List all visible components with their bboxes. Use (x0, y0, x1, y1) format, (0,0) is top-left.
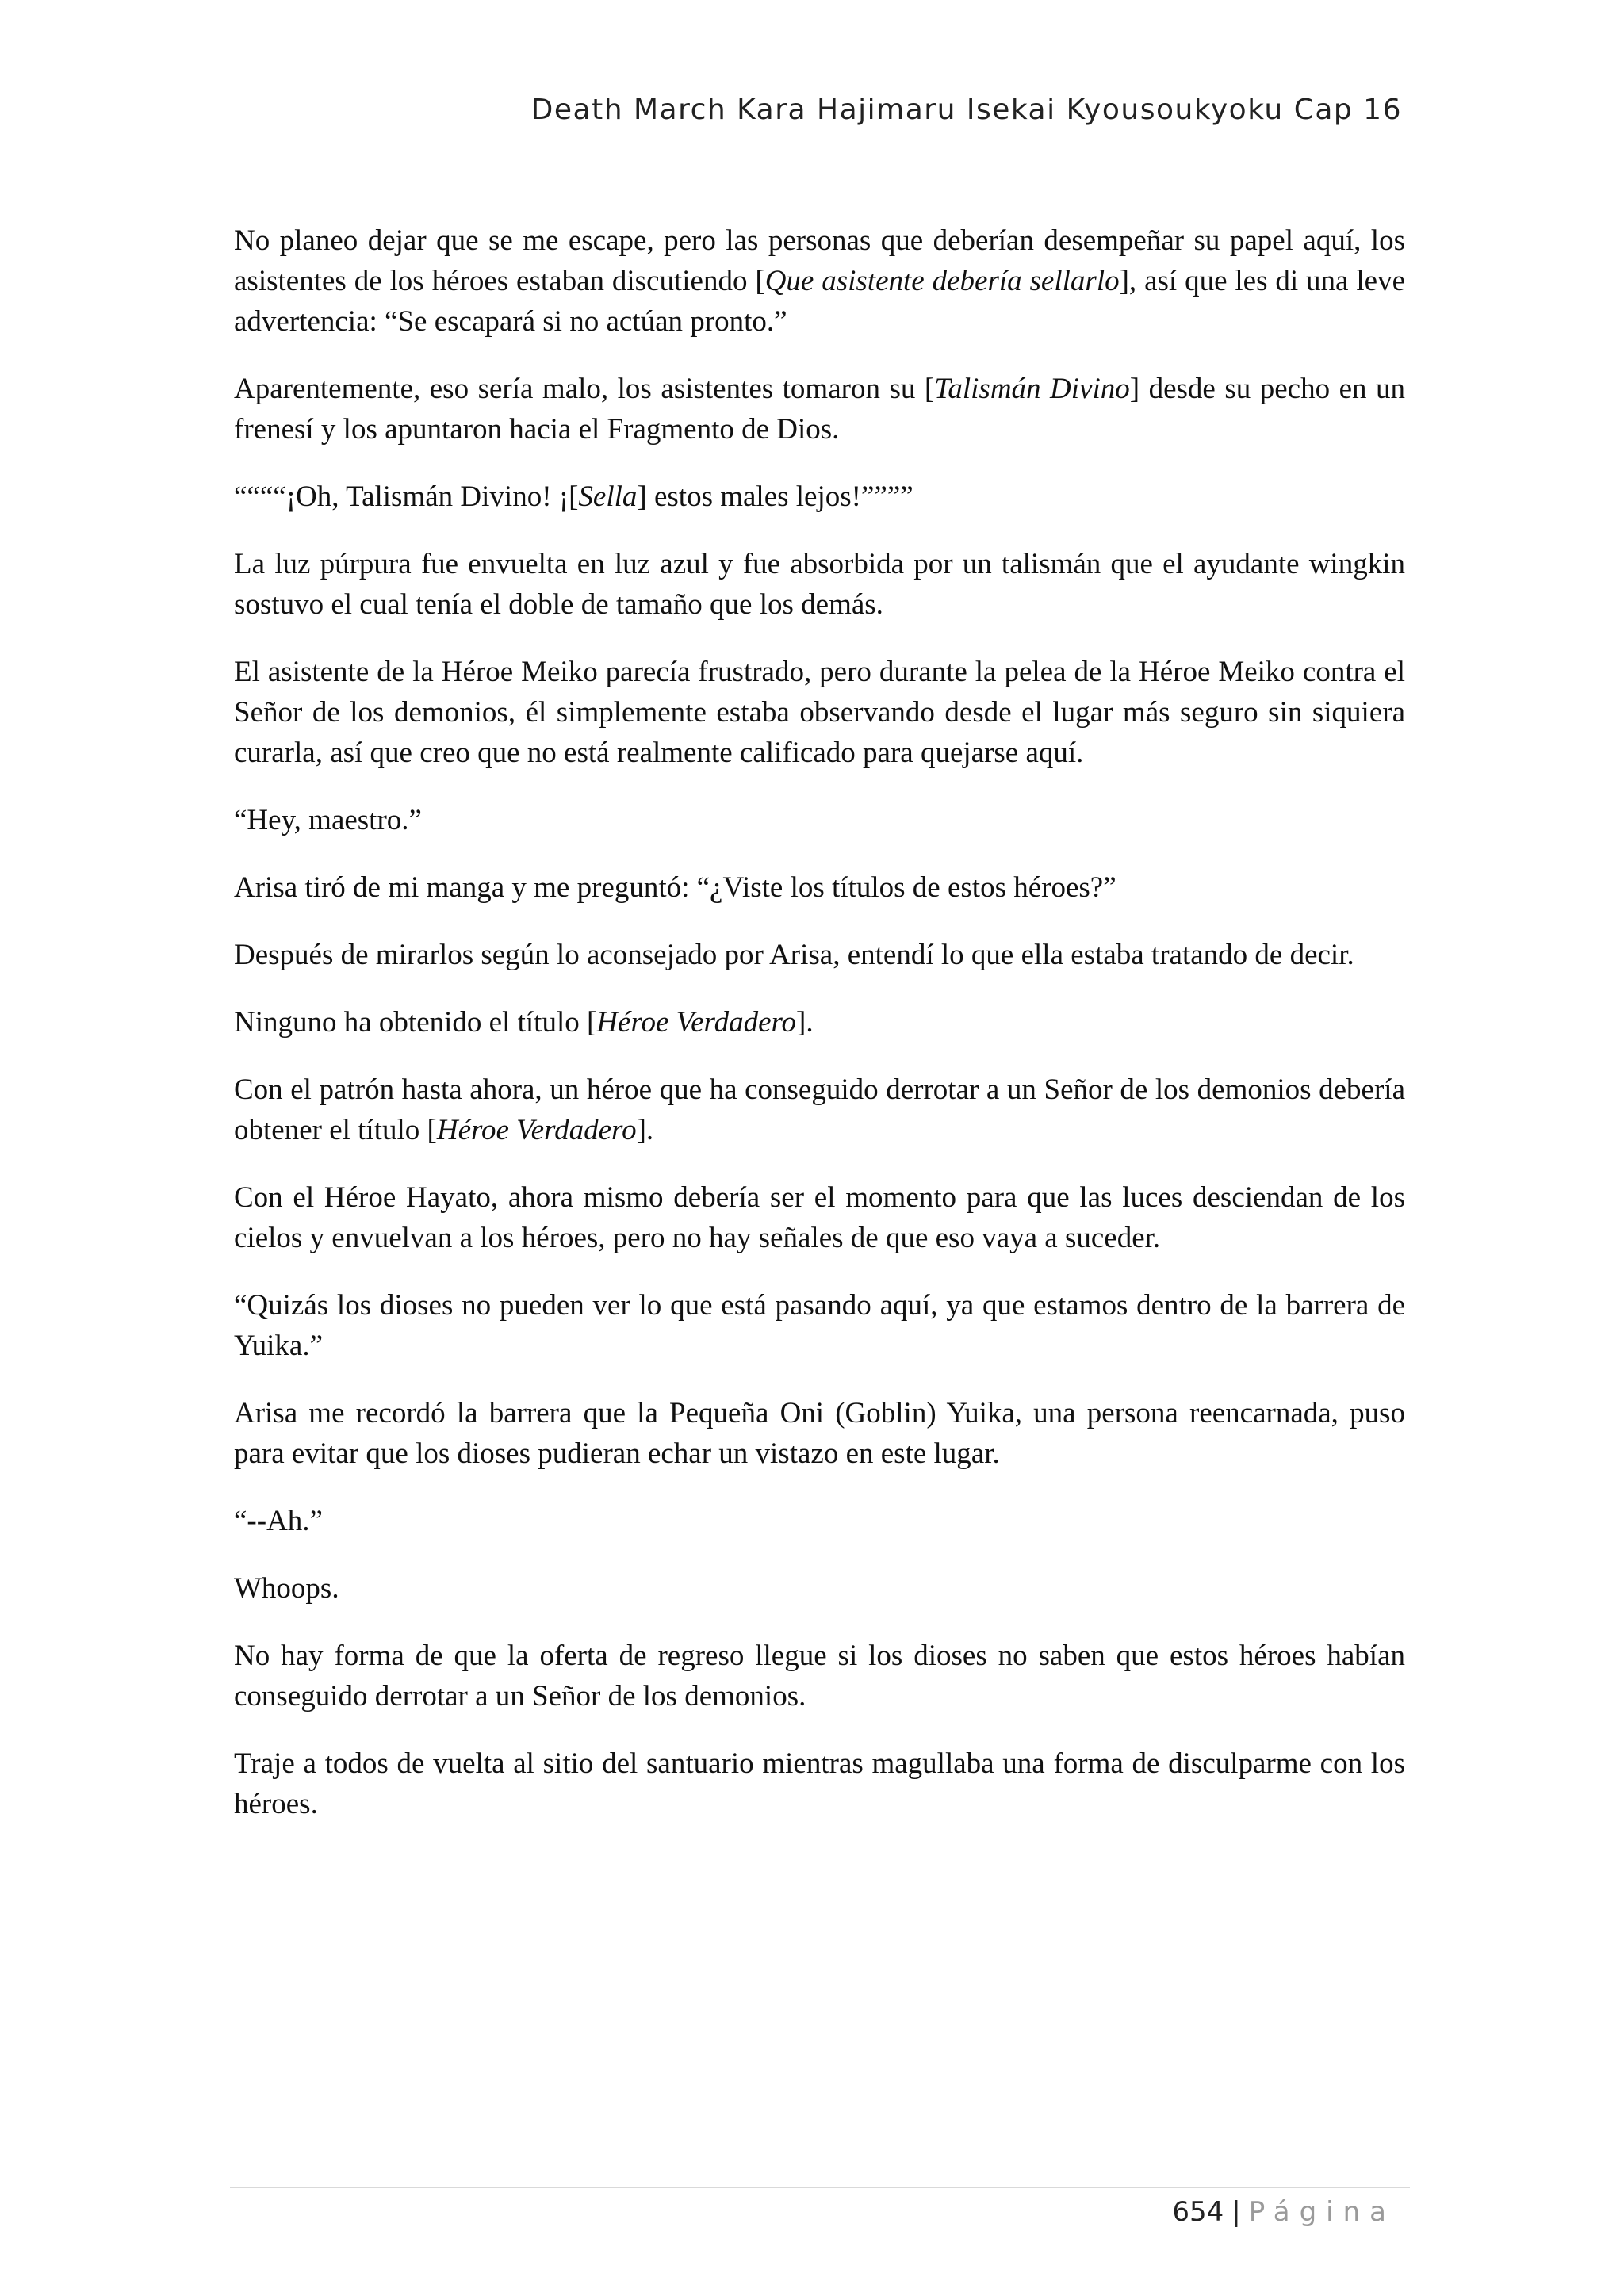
chapter-body (234, 220, 1405, 1851)
paragraph-text: Aparentemente, eso sería malo, los asistentes tomaron su [ (234, 373, 935, 405)
italic-term: Héroe Verdadero (436, 1114, 637, 1146)
italic-term: Sella (578, 480, 638, 513)
paragraph-text: ] estos males lejos!”””” (637, 480, 914, 513)
page-header-title: Death March Kara Hajimaru Isekai Kyousoukyoku Cap 16 (530, 94, 1402, 126)
paragraph-text: Traje a todos de vuelta al sitio del santuario mientras magullaba una forma de disculparme con los héroes. (234, 1747, 1405, 1820)
paragraph (234, 1743, 1405, 1824)
paragraph-text: ] desde su pecho en un frenesí y los apuntaron hacia el Fragmento de Dios. (234, 373, 1406, 446)
paragraph-text: No hay forma de que la oferta de regreso llegue si los dioses no saben que estos héroes habían conseguido derrotar a un Señor de los demonios. (234, 1640, 1405, 1712)
paragraph-text: Después de mirarlos según lo aconsejado por Arisa, entendí lo que ella estaba tratando de decir. (234, 939, 1354, 971)
page-label: Página (1248, 2196, 1396, 2228)
paragraph (234, 867, 1405, 908)
paragraph-text: El asistente de la Héroe Meiko parecía frustrado, pero durante la pelea de la Héroe Meiko contra el Señor de los demonios, él simplemente estaba observando desde el lugar más seguro sin siquiera curarla, así que creo que no está realmente calificado para quejarse aquí. (234, 656, 1405, 769)
footer-divider (230, 2187, 1410, 2188)
page-footer (1172, 2196, 1396, 2228)
paragraph (234, 935, 1405, 975)
page-number: 654 (1172, 2196, 1224, 2228)
paragraph-text: “Quizás los dioses no pueden ver lo que está pasando aquí, ya que estamos dentro de la barrera de Yuika.” (234, 1289, 1405, 1362)
paragraph (234, 1177, 1405, 1258)
paragraph (234, 1501, 1405, 1541)
paragraph-text: ], así que les di una leve advertencia: “Se escapará si no actúan pronto.” (234, 265, 1406, 338)
paragraph-text: Con el patrón hasta ahora, un héroe que ha conseguido derrotar a un Señor de los demonios debería obtener el título [ (234, 1073, 1405, 1146)
paragraph (234, 800, 1405, 840)
paragraph-text: Ninguno ha obtenido el título [ (234, 1006, 597, 1039)
paragraph-text: ]. (796, 1006, 814, 1039)
paragraph (234, 1568, 1405, 1609)
paragraph (234, 1070, 1405, 1150)
paragraph-text: No planeo dejar que se me escape, pero las personas que deberían desempeñar su papel aquí, los asistentes de los héroes estaban discutiendo [ (234, 224, 1405, 297)
italic-term: Que asistente debería sellarlo (764, 265, 1120, 297)
paragraph (234, 476, 1405, 517)
paragraph-text: ““““¡Oh, Talismán Divino! ¡[ (234, 480, 579, 513)
paragraph-text: La luz púrpura fue envuelta en luz azul y fue absorbida por un talismán que el ayudante wingkin sostuvo el cual tenía el doble de tamaño que los demás. (234, 548, 1405, 621)
paragraph (234, 652, 1405, 773)
paragraph-text: ]. (636, 1114, 654, 1146)
paragraph-text: Arisa tiró de mi manga y me preguntó: “¿Viste los títulos de estos héroes?” (234, 871, 1116, 904)
paragraph (234, 1393, 1405, 1474)
paragraph-text: Con el Héroe Hayato, ahora mismo debería ser el momento para que las luces desciendan de los cielos y envuelvan a los héroes, pero no hay señales de que eso vaya a suceder. (234, 1181, 1405, 1254)
paragraph-text: Arisa me recordó la barrera que la Pequeña Oni (Goblin) Yuika, una persona reencarnada, puso para evitar que los dioses pudieran echar un vistazo en este lugar. (234, 1397, 1405, 1470)
italic-term: Héroe Verdadero (596, 1006, 797, 1039)
paragraph (234, 1285, 1405, 1366)
paragraph (234, 1636, 1405, 1716)
paragraph (234, 369, 1405, 450)
paragraph (234, 1002, 1405, 1043)
paragraph (234, 544, 1405, 625)
paragraph (234, 220, 1405, 342)
paragraph-text: “Hey, maestro.” (234, 804, 422, 836)
footer-separator: | (1231, 2196, 1241, 2228)
italic-term: Talismán Divino (934, 373, 1130, 405)
paragraph-text: Whoops. (234, 1572, 339, 1605)
paragraph-text: “--Ah.” (234, 1505, 323, 1537)
